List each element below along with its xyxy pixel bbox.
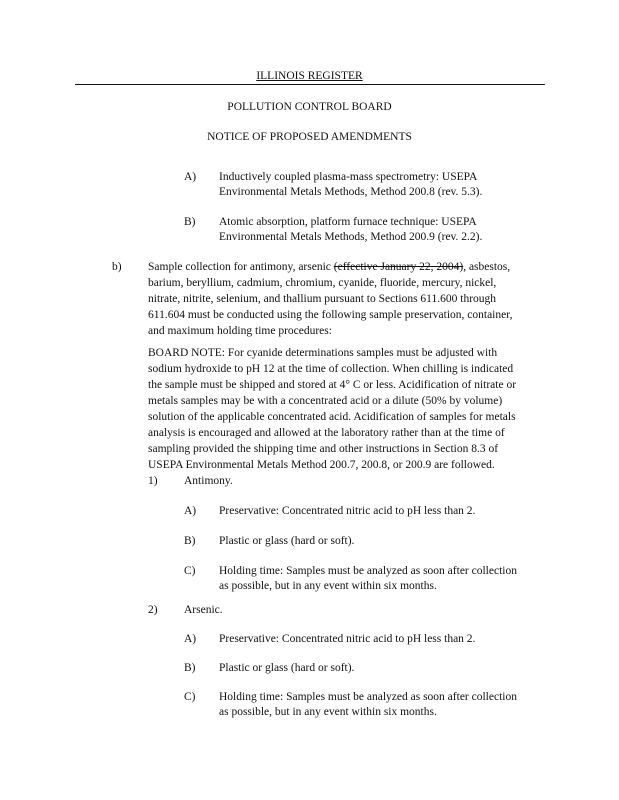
item-2a-text: Preservative: Concentrated nitric acid to pH less than 2. bbox=[219, 633, 476, 645]
item-1a-text: Preservative: Concentrated nitric acid to pH less than 2. bbox=[219, 505, 476, 517]
item-2c-label: C) bbox=[184, 691, 196, 703]
section-b-line1-start: Sample collection for antimony, arsenic bbox=[148, 261, 334, 273]
item-1c-label: C) bbox=[184, 565, 196, 577]
item-1a-label: A) bbox=[184, 505, 197, 517]
item-2b-label: B) bbox=[184, 662, 196, 674]
item-2c-line2: as possible, but in any event within six months. bbox=[219, 706, 437, 718]
item-1-title: Antimony. bbox=[184, 475, 233, 487]
section-b-line: nitrate, nitrite, selenium, and thallium pursuant to Sections 611.600 through bbox=[148, 293, 497, 305]
board-note-line: USEPA Environmental Metals Method 200.7, 200.8, or 200.9 are followed. bbox=[148, 459, 495, 471]
item-2a-label: A) bbox=[184, 633, 197, 645]
item-2c-line1: Holding time: Samples must be analyzed as soon after collection bbox=[219, 691, 517, 703]
board-note-line: the sample must be shipped and stored at 4° C or less. Acidification of nitrate or bbox=[148, 379, 517, 391]
register-title: ILLINOIS REGISTER bbox=[256, 70, 363, 82]
item-2-number: 2) bbox=[148, 604, 158, 616]
method-b-line2: Environmental Metals Methods, Method 200.9 (rev. 2.2). bbox=[219, 231, 483, 243]
section-b-line: barium, beryllium, cadmium, chromium, cyanide, fluoride, mercury, nickel, bbox=[148, 277, 497, 289]
method-a-line2: Environmental Metals Methods, Method 200.8 (rev. 5.3). bbox=[219, 186, 483, 198]
method-b-label: B) bbox=[184, 216, 196, 228]
item-1c-line1: Holding time: Samples must be analyzed as soon after collection bbox=[219, 565, 517, 577]
item-2-title: Arsenic. bbox=[184, 604, 223, 616]
section-b-struck-text: (effective January 22, 2004) bbox=[333, 261, 464, 273]
item-1-number: 1) bbox=[148, 475, 158, 487]
item-1b-label: B) bbox=[184, 535, 196, 547]
header-rule bbox=[75, 84, 545, 85]
notice-title: NOTICE OF PROPOSED AMENDMENTS bbox=[207, 131, 412, 143]
method-a-label: A) bbox=[184, 171, 197, 183]
board-note-line: solution of the applicable concentrated acid. Acidification of samples for metals bbox=[148, 411, 516, 423]
agency-name: POLLUTION CONTROL BOARD bbox=[227, 101, 392, 113]
board-note-line: metals samples may be with a concentrated acid or a dilute (50% by volume) bbox=[148, 395, 503, 407]
item-2b-text: Plastic or glass (hard or soft). bbox=[219, 662, 355, 674]
board-note-line: analysis is encouraged and allowed at the laboratory rather than at the time of bbox=[148, 427, 505, 439]
method-b-line1: Atomic absorption, platform furnace technique: USEPA bbox=[219, 216, 477, 228]
item-1b-text: Plastic or glass (hard or soft). bbox=[219, 535, 355, 547]
section-b-line1-end: , asbestos, bbox=[463, 261, 511, 273]
section-b-line: 611.604 must be conducted using the following sample preservation, container, bbox=[148, 309, 513, 321]
section-b-label: b) bbox=[112, 261, 122, 273]
section-b-line1 bbox=[148, 260, 510, 275]
board-note-line: sodium hydroxide to pH 12 at the time of collection. When chilling is indicated bbox=[148, 363, 514, 375]
board-note-line: sampling provided the shipping time and other instructions in Section 8.3 of bbox=[148, 443, 499, 455]
item-1c-line2: as possible, but in any event within six months. bbox=[219, 580, 437, 592]
method-a-line1: Inductively coupled plasma-mass spectrometry: USEPA bbox=[219, 171, 478, 183]
section-b-line: and maximum holding time procedures: bbox=[148, 325, 332, 337]
board-note-line: BOARD NOTE: For cyanide determinations samples must be adjusted with bbox=[148, 347, 498, 359]
